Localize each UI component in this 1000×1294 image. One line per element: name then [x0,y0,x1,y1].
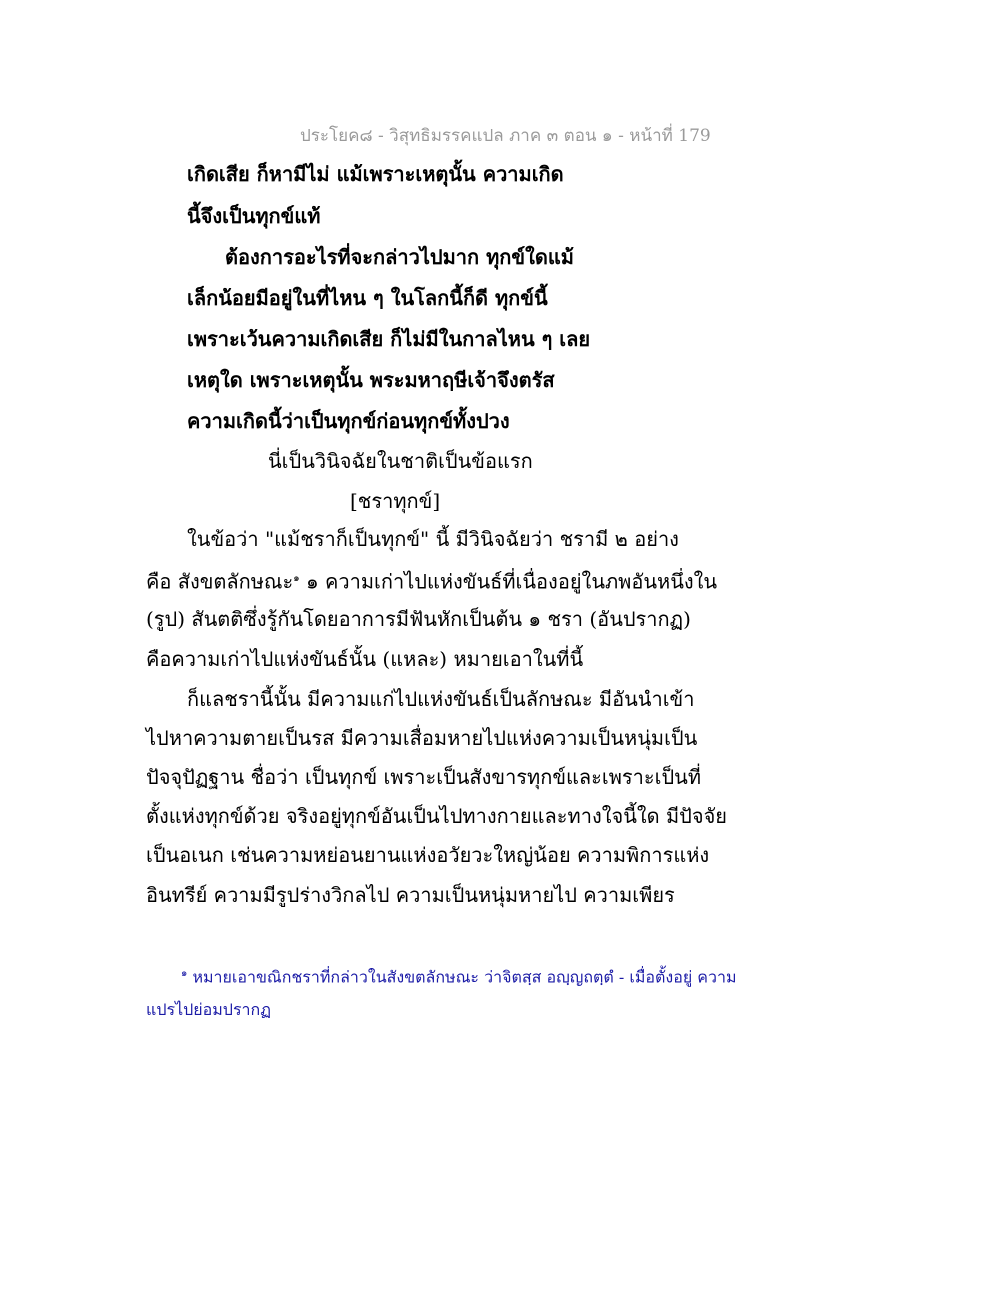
paragraph-line: ในข้อว่า "แม้ชราก็เป็นทุกข์" นี้ มีวินิจฉัยว่า ชรามี ๒ อย่าง [187,527,679,551]
verse-line: เพราะเว้นความเกิดเสีย ก็ไม่มีในกาลไหน ๆ เลย [187,327,591,351]
paragraph-text: คือ สังขตลักษณะ [146,569,294,594]
section-heading: [ชราทุกข์] [350,489,441,513]
paragraph-line: (รูป) สันตติซึ่งรู้กันโดยอาการมีฟันหักเป็นต้น ๑ ชรา (อันปรากฏ) [146,607,691,631]
paragraph-line: ตั้งแห่งทุกข์ด้วย จริงอยู่ทุกข์อันเป็นไปทางกายและทางใจนี้ใด มีปัจจัย [146,804,728,828]
paragraph-line: เป็นอเนก เช่นความหย่อนยานแห่งอวัยวะใหญ่น้อย ความพิการแห่ง [146,843,710,867]
footnote-text: หมายเอาขณิกชราที่กล่าวในสังขตลักษณะ ว่าจิตสฺส อญฺญถตฺตํ - เมื่อตั้งอยู่ ความ [192,967,737,987]
verse-line: เกิดเสีย ก็หามีไม่ แม้เพราะเหตุนั้น ความเกิด [187,162,564,186]
paragraph-line: ก็แลชรานี้นั้น มีความแก่ไปแห่งขันธ์เป็นลักษณะ มีอันนำเข้า [187,687,695,711]
paragraph-line: ไปหาความตายเป็นรส มีความเสื่อมหายไปแห่งความเป็นหนุ่มเป็น [146,726,698,750]
conclusion-line: นี่เป็นวินิจฉัยในชาติเป็นข้อแรก [268,449,533,473]
verse-line: ต้องการอะไรที่จะกล่าวไปมาก ทุกข์ใดแม้ [225,245,574,269]
paragraph-line: อินทรีย์ ความมีรูปร่างวิกลไป ความเป็นหนุ่มหายไป ความเพียร [146,883,675,907]
verse-line: นี้จึงเป็นทุกข์แท้ [187,204,321,228]
page-header: ประโยค๘ - วิสุทธิมรรคแปล ภาค ๓ ตอน ๑ - หน้าที่ 179 [300,126,711,146]
paragraph-line [146,565,717,596]
paragraph-text: ๑ ความเก่าไปแห่งขันธ์ที่เนื่องอยู่ในภพอันหนึ่งใน [299,569,718,594]
paragraph-line: คือความเก่าไปแห่งขันธ์นั้น (แหละ) หมายเอาในที่นี้ [146,647,584,671]
verse-line: เล็กน้อยมีอยู่ในที่ไหน ๆ ในโลกนี้ก็ดี ทุกข์นี้ [187,286,548,310]
footnote-marker: ๑ [181,968,188,979]
footnote-marker: ๑ [293,573,300,584]
footnote-line: แปรไปย่อมปรากฏ [146,1000,271,1019]
footnote-line [181,960,737,991]
verse-line: เหตุใด เพราะเหตุนั้น พระมหาฤษีเจ้าจึงตรัส [187,368,555,392]
paragraph-line: ปัจจุปัฏฐาน ชื่อว่า เป็นทุกข์ เพราะเป็นสังขารทุกข์และเพราะเป็นที่ [146,765,702,789]
verse-line: ความเกิดนี้ว่าเป็นทุกข์ก่อนทุกข์ทั้งปวง [187,409,510,433]
